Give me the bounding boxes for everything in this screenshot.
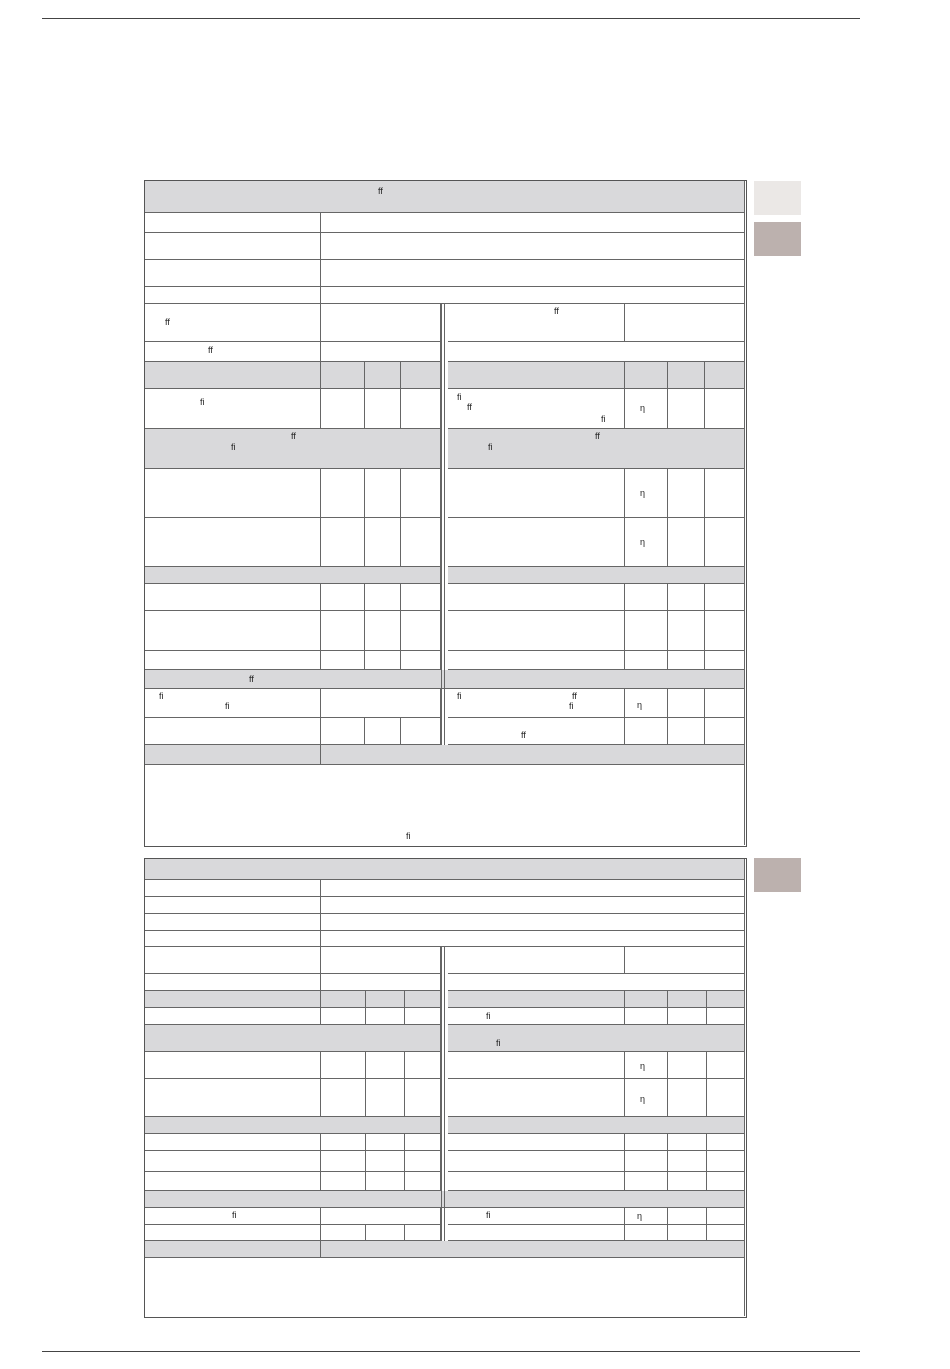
ligature-glyph: fi xyxy=(225,701,230,711)
label-cell xyxy=(145,469,321,518)
column-header xyxy=(448,991,625,1008)
section-header xyxy=(448,1025,745,1052)
ligature-glyph: ff xyxy=(595,431,600,441)
value-cell xyxy=(705,518,745,567)
ligature-glyph: ff xyxy=(165,317,170,327)
value-cell xyxy=(625,1052,668,1079)
label-cell xyxy=(145,518,321,567)
ligature-glyph: ff xyxy=(554,306,559,316)
value-cell xyxy=(321,689,441,718)
value-cell xyxy=(707,1134,745,1151)
label-cell xyxy=(448,469,625,518)
ligature-glyph: fi xyxy=(232,1210,237,1220)
label-cell xyxy=(145,342,321,362)
ligature-glyph: ff xyxy=(378,186,383,196)
value-cell xyxy=(366,1008,405,1025)
remarks-area xyxy=(145,765,745,845)
label-cell xyxy=(448,947,625,974)
value-cell xyxy=(365,584,401,611)
value-cell xyxy=(405,1052,441,1079)
eta-glyph: η xyxy=(640,1061,646,1071)
column-header xyxy=(405,991,441,1008)
value-cell xyxy=(321,897,745,914)
value-cell xyxy=(668,718,705,745)
value-cell xyxy=(366,1052,405,1079)
label-cell xyxy=(145,1151,321,1172)
value-cell xyxy=(321,880,745,897)
value-cell xyxy=(625,1151,668,1172)
value-cell xyxy=(625,1225,668,1241)
section-header xyxy=(448,567,745,584)
value-cell xyxy=(321,584,365,611)
value-cell xyxy=(321,1208,441,1225)
value-cell xyxy=(405,1172,441,1191)
bottom-rule xyxy=(42,1351,860,1352)
label-cell xyxy=(448,1052,625,1079)
value-cell xyxy=(707,1172,745,1191)
value-cell xyxy=(625,304,745,342)
value-cell xyxy=(366,1172,405,1191)
side-tab-light xyxy=(754,181,801,215)
column-header xyxy=(705,362,745,389)
value-cell xyxy=(321,611,365,651)
label-cell xyxy=(448,611,625,651)
side-tab-mid xyxy=(754,222,801,256)
ligature-glyph: fi xyxy=(406,831,411,841)
remarks-label xyxy=(145,745,321,765)
eta-glyph: η xyxy=(640,403,646,413)
eta-glyph: η xyxy=(637,700,643,710)
ligature-glyph: fi xyxy=(486,1011,491,1021)
column-header xyxy=(668,991,707,1008)
value-cell xyxy=(668,1008,707,1025)
value-cell xyxy=(365,651,401,670)
value-cell xyxy=(668,469,705,518)
label-cell xyxy=(448,584,625,611)
value-cell xyxy=(365,718,401,745)
value-cell xyxy=(405,1134,441,1151)
value-cell xyxy=(668,1208,707,1225)
label-cell xyxy=(145,304,321,342)
side-tab-mid-lower xyxy=(754,858,801,892)
value-cell xyxy=(321,233,745,260)
value-cell xyxy=(625,947,745,974)
form-lower xyxy=(144,858,747,1318)
value-cell xyxy=(321,213,745,233)
remarks-area xyxy=(145,1258,745,1316)
label-cell xyxy=(145,260,321,287)
value-cell xyxy=(668,611,705,651)
value-cell xyxy=(668,1052,707,1079)
ligature-glyph: ff xyxy=(208,345,213,355)
ligature-glyph: fi xyxy=(231,442,236,452)
value-cell xyxy=(321,1225,366,1241)
label-cell xyxy=(145,1079,321,1117)
value-cell xyxy=(625,718,668,745)
label-cell xyxy=(448,689,625,718)
value-cell xyxy=(625,689,668,718)
value-cell xyxy=(365,389,401,429)
section-header xyxy=(145,567,441,584)
column-header xyxy=(145,991,321,1008)
column-header xyxy=(401,362,441,389)
column-header xyxy=(145,362,321,389)
value-cell xyxy=(625,1208,668,1225)
ligature-glyph: ff xyxy=(521,730,526,740)
form-header xyxy=(145,859,745,880)
label-cell xyxy=(145,1225,321,1241)
value-cell xyxy=(668,518,705,567)
value-cell xyxy=(321,518,365,567)
form-upper xyxy=(144,180,747,847)
section-header xyxy=(145,1117,441,1134)
value-cell xyxy=(405,1008,441,1025)
value-cell xyxy=(321,389,365,429)
value-cell xyxy=(321,1172,366,1191)
column-header xyxy=(707,991,745,1008)
label-cell xyxy=(145,287,321,304)
value-cell xyxy=(401,651,441,670)
value-cell xyxy=(625,518,668,567)
label-cell xyxy=(145,947,321,974)
value-cell xyxy=(321,1151,366,1172)
column-header xyxy=(625,991,668,1008)
column-divider xyxy=(441,304,445,745)
label-cell xyxy=(145,1134,321,1151)
label-cell xyxy=(145,213,321,233)
value-cell xyxy=(401,718,441,745)
top-rule xyxy=(42,18,860,19)
value-cell xyxy=(625,389,668,429)
value-cell xyxy=(321,304,441,342)
label-cell xyxy=(145,1052,321,1079)
eta-glyph: η xyxy=(637,1211,643,1221)
value-cell xyxy=(321,974,441,991)
value-cell xyxy=(668,1151,707,1172)
value-cell xyxy=(365,469,401,518)
value-cell xyxy=(625,1134,668,1151)
value-cell xyxy=(668,584,705,611)
ligature-glyph: fi xyxy=(488,442,493,452)
value-cell xyxy=(625,611,668,651)
value-cell xyxy=(401,518,441,567)
value-cell xyxy=(321,914,745,931)
value-cell xyxy=(668,1225,707,1241)
ligature-glyph: fi xyxy=(486,1210,491,1220)
remarks-header xyxy=(321,745,745,765)
value-cell xyxy=(321,342,441,362)
value-cell xyxy=(401,584,441,611)
value-cell xyxy=(405,1151,441,1172)
value-cell xyxy=(668,389,705,429)
value-cell xyxy=(321,1008,366,1025)
label-cell xyxy=(145,389,321,429)
form-header xyxy=(145,181,745,213)
value-cell xyxy=(321,260,745,287)
value-cell xyxy=(321,469,365,518)
label-cell xyxy=(145,611,321,651)
label-cell xyxy=(145,914,321,931)
value-cell xyxy=(321,931,745,947)
value-cell xyxy=(321,1079,366,1117)
label-cell xyxy=(448,1079,625,1117)
label-cell xyxy=(145,233,321,260)
value-cell xyxy=(625,1008,668,1025)
ligature-glyph: fi xyxy=(601,414,606,424)
value-cell xyxy=(668,689,705,718)
label-cell xyxy=(448,1134,625,1151)
value-cell xyxy=(668,1172,707,1191)
column-header xyxy=(448,362,625,389)
value-cell xyxy=(707,1052,745,1079)
ligature-glyph: fi xyxy=(159,691,164,701)
label-cell xyxy=(448,389,625,429)
value-cell xyxy=(705,389,745,429)
value-cell xyxy=(625,469,668,518)
value-cell xyxy=(448,342,745,362)
eta-glyph: η xyxy=(640,1094,646,1104)
value-cell xyxy=(668,651,705,670)
value-cell xyxy=(405,1225,441,1241)
value-cell xyxy=(401,611,441,651)
label-cell xyxy=(448,1172,625,1191)
column-header xyxy=(668,362,705,389)
ligature-glyph: ff xyxy=(467,402,472,412)
eta-glyph: η xyxy=(640,537,646,547)
value-cell xyxy=(705,584,745,611)
label-cell xyxy=(145,880,321,897)
label-cell xyxy=(145,897,321,914)
ligature-glyph: fi xyxy=(496,1038,501,1048)
value-cell xyxy=(707,1079,745,1117)
remarks-label xyxy=(145,1241,321,1258)
value-cell xyxy=(365,611,401,651)
value-cell xyxy=(705,611,745,651)
value-cell xyxy=(365,518,401,567)
ligature-glyph: fi xyxy=(569,701,574,711)
value-cell xyxy=(625,1079,668,1117)
ligature-glyph: fi xyxy=(200,397,205,407)
section-header xyxy=(448,1117,745,1134)
column-header xyxy=(321,362,365,389)
value-cell xyxy=(321,947,441,974)
ligature-glyph: ff xyxy=(249,674,254,684)
remarks-header xyxy=(321,1241,745,1258)
value-cell xyxy=(668,1134,707,1151)
value-cell xyxy=(321,718,365,745)
value-cell xyxy=(366,1134,405,1151)
label-cell xyxy=(145,651,321,670)
value-cell xyxy=(321,1134,366,1151)
ligature-glyph: ff xyxy=(291,431,296,441)
ligature-glyph: fi xyxy=(457,691,462,701)
value-cell xyxy=(668,1079,707,1117)
column-header xyxy=(366,991,405,1008)
label-cell xyxy=(448,304,625,342)
label-cell xyxy=(145,1172,321,1191)
value-cell xyxy=(625,584,668,611)
label-cell xyxy=(448,1151,625,1172)
value-cell xyxy=(321,287,745,304)
value-cell xyxy=(366,1225,405,1241)
value-cell xyxy=(625,651,668,670)
value-cell xyxy=(448,974,745,991)
value-cell xyxy=(707,1208,745,1225)
value-cell xyxy=(405,1079,441,1117)
label-cell xyxy=(145,974,321,991)
value-cell xyxy=(401,389,441,429)
value-cell xyxy=(321,1052,366,1079)
value-cell xyxy=(705,651,745,670)
section-header xyxy=(145,1191,745,1208)
value-cell xyxy=(705,469,745,518)
value-cell xyxy=(321,651,365,670)
value-cell xyxy=(705,718,745,745)
label-cell xyxy=(448,1225,625,1241)
value-cell xyxy=(705,689,745,718)
value-cell xyxy=(707,1151,745,1172)
label-cell xyxy=(145,689,321,718)
value-cell xyxy=(366,1151,405,1172)
label-cell xyxy=(448,718,625,745)
value-cell xyxy=(707,1008,745,1025)
label-cell xyxy=(145,584,321,611)
ligature-glyph: fi xyxy=(457,392,462,402)
column-header xyxy=(625,362,668,389)
label-cell xyxy=(145,931,321,947)
value-cell xyxy=(707,1225,745,1241)
value-cell xyxy=(366,1079,405,1117)
section-header xyxy=(145,670,745,689)
label-cell xyxy=(145,1008,321,1025)
section-header xyxy=(145,1025,441,1052)
label-cell xyxy=(145,718,321,745)
value-cell xyxy=(625,1172,668,1191)
column-header xyxy=(365,362,401,389)
eta-glyph: η xyxy=(640,488,646,498)
column-divider xyxy=(441,947,445,1241)
label-cell xyxy=(448,651,625,670)
label-cell xyxy=(448,1008,625,1025)
ligature-glyph: ff xyxy=(572,691,577,701)
label-cell xyxy=(448,1208,625,1225)
column-header xyxy=(321,991,366,1008)
value-cell xyxy=(401,469,441,518)
label-cell xyxy=(448,518,625,567)
